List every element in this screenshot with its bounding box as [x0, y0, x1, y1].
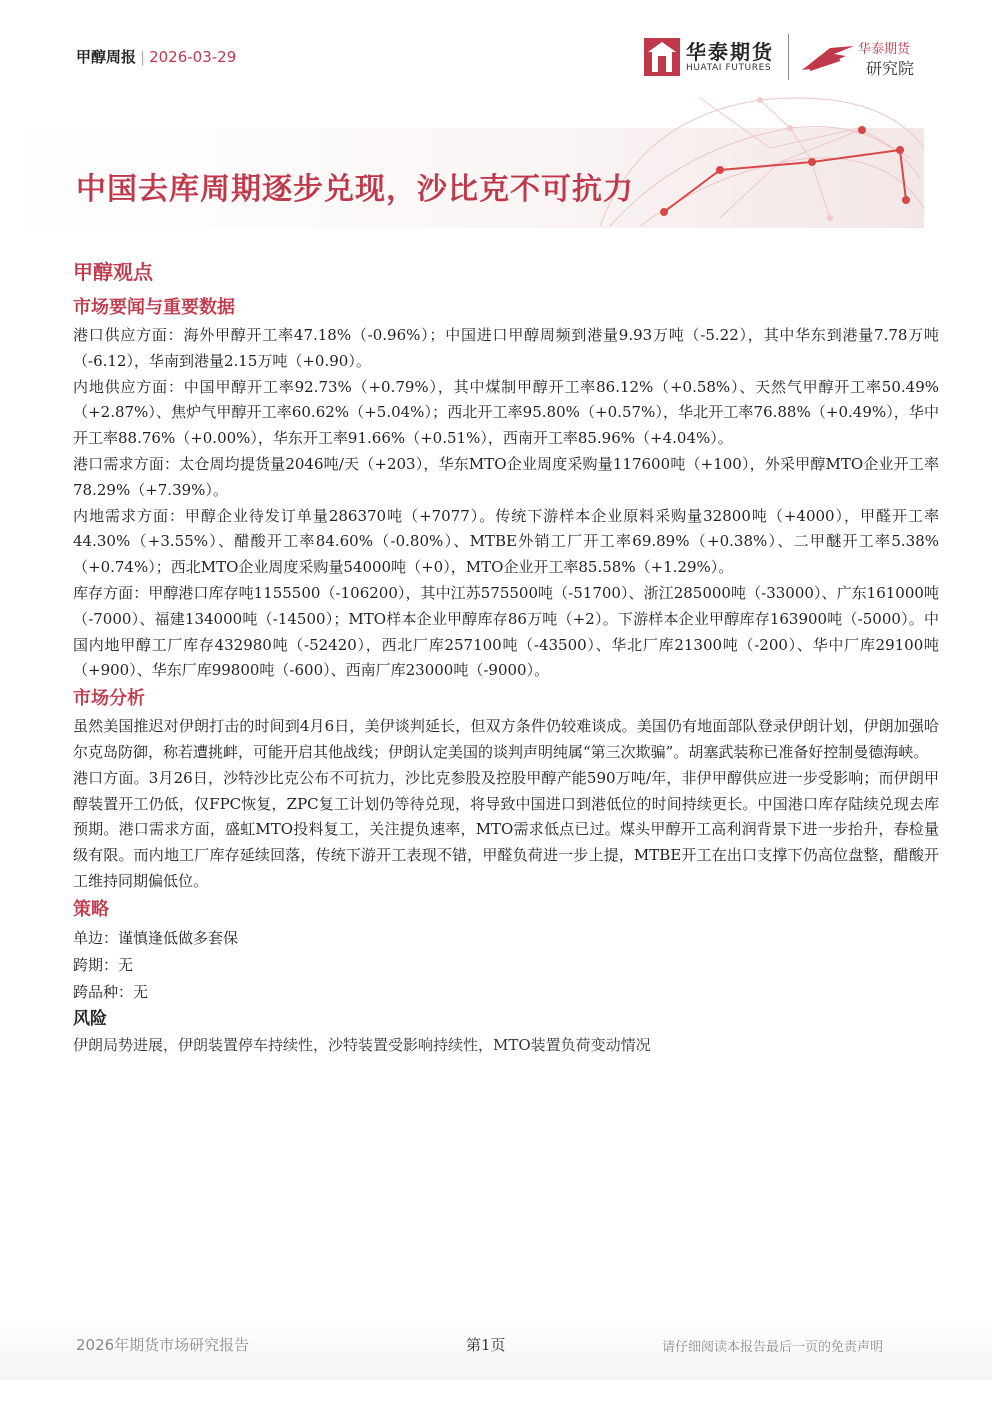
news-paragraph: 库存方面：甲醇港口库存吨1155500（-106200），其中江苏575500吨（-51700）、浙江285000吨（-33000）、广东161000吨（-7000）、福建134000吨（-14500）；MTO样本企业甲醇库存86万吨（+2）。下游样本企业甲醇库存163900吨（-5000）。中国内地甲醇工厂库存432980吨（-52420），西北厂库257100吨（-43500）、华北厂库21300吨（-200）、华中厂库29100吨（+900）、华东厂库99800吨（-600）、西南厂库23000吨（-9000）。	[73, 583, 939, 680]
analysis-paragraph: 港口方面。3月26日，沙特沙比克公布不可抗力，沙比克参股及控股甲醇产能590万吨/年，非伊甲醇供应进一步受影响；而伊朗甲醇装置开工仍低，仅FPC恢复，ZPC复工计划仍等待兑现，将导致中国进口到港低位的时间持续更长。中国港口库存陆续兑现去库预期。港口需求方面，盛虹MTO投料复工，关注提负速率，MTO需求低点已过。煤头甲醇开工高利润背景下进一步抬升，春检量级有限。而内地工厂库存延续回落，传统下游开工表现不错，甲醛负荷进一步上提，MTBE开工在出口支撑下仍高位盘整，醋酸开工维持同期偏低位。	[73, 768, 939, 890]
network-decoration	[0, 88, 992, 230]
analysis-paragraph: 虽然美国推迟对伊朗打击的时间到4月6日，美伊谈判延长，但双方条件仍较难谈成。美国仍有地面部队登录伊朗计划，伊朗加强哈尔克岛防御，称若遭挑衅，可能开启其他战线；伊朗认定美国的谈判声明纯属“第三次欺骗”。胡塞武装称已准备好控制曼德海峡。	[73, 717, 939, 761]
news-paragraph: 内地供应方面：中国甲醇开工率92.73%（+0.79%），其中煤制甲醇开工率86.12%（+0.58%）、天然气甲醇开工率50.49%（+2.87%）、焦炉气甲醇开工率60.62%（+5.04%）；西北开工率95.80%（+0.57%），华北开工率76.88%（+0.49%），华中开工率88.76%（+0.00%），华东开工率91.66%（+0.51%），西南开工率85.96%（+4.04%）。	[73, 377, 939, 448]
report-title: 中国去库周期逐步兑现，沙比克不可抗力	[76, 172, 634, 207]
institute-line-2: 研究院	[866, 59, 915, 78]
strategy-line: 跨期：无	[73, 955, 134, 974]
analysis-heading: 市场分析	[73, 688, 145, 710]
footer-report-name: 2026年期货市场研究报告	[76, 1336, 250, 1354]
report-date: 2026-03-29	[149, 48, 237, 66]
logo-divider	[788, 34, 789, 80]
news-paragraph: 港口供应方面：海外甲醇开工率47.18%（-0.96%）；中国进口甲醇周频到港量9.93万吨（-5.22），其中华东到港量7.78万吨（-6.12），华南到港量2.15万吨（+0.90）。	[73, 326, 939, 370]
news-paragraph: 港口需求方面：太仓周均提货量2046吨/天（+203），华东MTO企业周度采购量117600吨（+100），外采甲醇MTO企业开工率78.29%（+7.39%）。	[73, 454, 939, 499]
research-institute-logo	[800, 38, 930, 78]
disclaimer-note: 请仔细阅读本报告最后一页的免责声明	[662, 1340, 884, 1355]
news-paragraph: 内地需求方面：甲醇企业待发订单量286370吨（+7077）。传统下游样本企业原料采购量32800吨（+4000），甲醛开工率44.30%（+3.55%）、醋酸开工率84.60%（-0.80%）、MTBE外销工厂开工率69.89%（+0.38%）、二甲醚开工率5.38%（+0.74%）；西北MTO企业周度采购量54000吨（+0），MTO企业开工率85.58%（+1.29%）。	[73, 506, 939, 577]
page-number: 第1页	[466, 1336, 506, 1354]
news-heading: 市场要闻与重要数据	[73, 297, 235, 318]
report-type: 甲醇周报	[76, 48, 137, 66]
risk-text: 伊朗局势进展，伊朗装置停车持续性，沙特装置受影响持续性，MTO装置负荷变动情况	[73, 1035, 651, 1054]
header-separator: |	[140, 48, 146, 66]
strategy-heading: 策略	[73, 898, 109, 920]
report-body	[73, 256, 939, 1058]
strategy-line: 跨品种：无	[73, 982, 149, 1001]
huatai-futures-logo	[644, 36, 784, 80]
strategy-line: 单边：谨慎逢低做多套保	[73, 928, 239, 947]
viewpoint-heading: 甲醇观点	[73, 260, 153, 284]
risk-heading: 风险	[73, 1008, 107, 1029]
brand-name-cn: 华泰期货	[686, 40, 774, 64]
brand-name-en: HUATAI FUTURES	[686, 63, 772, 73]
report-header	[76, 46, 236, 67]
institute-logo-icon	[800, 42, 856, 74]
institute-line-1: 华泰期货	[858, 42, 911, 57]
huatai-logo-icon	[644, 38, 680, 76]
